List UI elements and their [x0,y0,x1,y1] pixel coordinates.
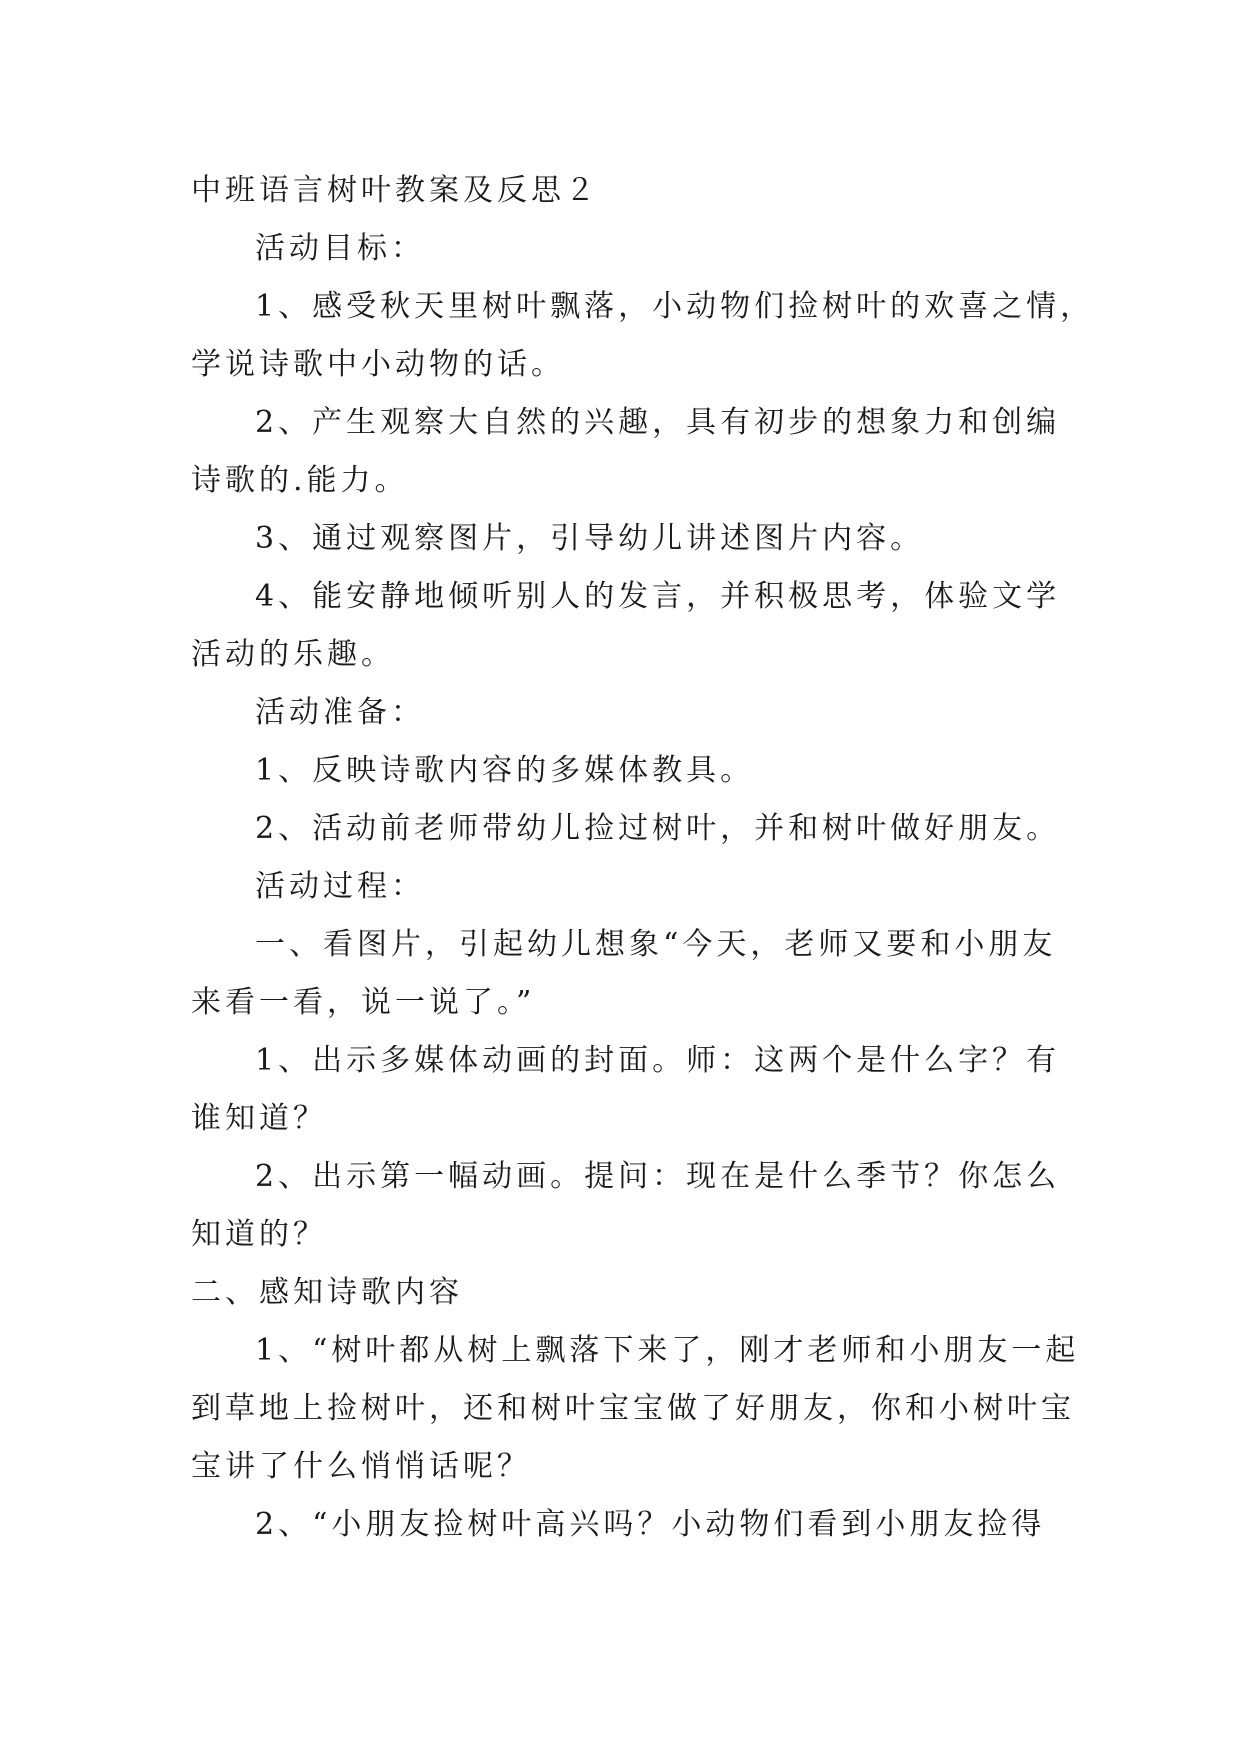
text-line: 1、“树叶都从树上飘落下来了，刚才老师和小朋友一起 [255,1333,1080,1368]
text-line: 1、出示多媒体动画的封面。师：这两个是什么字？有 [255,1043,1061,1078]
text-line: 1、反映诗歌内容的多媒体教具。 [255,753,755,788]
text-line: 活动目标： [255,231,425,266]
text-line: 2、产生观察大自然的兴趣，具有初步的想象力和创编 [255,405,1061,440]
text-line: 2、“小朋友捡树叶高兴吗？小动物们看到小朋友捡得 [255,1507,1046,1542]
text-line: 3、通过观察图片，引导幼儿讲述图片内容。 [255,521,925,556]
text-line: 谁知道？ [191,1101,327,1136]
text-line: 2、活动前老师带幼儿捡过树叶，并和树叶做好朋友。 [255,811,1061,846]
document-body [191,162,1095,1554]
text-line: 到草地上捡树叶，还和树叶宝宝做了好朋友，你和小树叶宝 [191,1391,1075,1426]
text-line: 4、能安静地倾听别人的发言，并积极思考，体验文学 [255,579,1061,614]
text-line: 诗歌的.能力。 [191,463,409,498]
text-line: 1、感受秋天里树叶飘落，小动物们捡树叶的欢喜之情， [255,289,1095,324]
document-title: 中班语言树叶教案及反思２ [191,173,599,208]
text-line: 活动的乐趣。 [191,637,395,672]
text-line: 宝讲了什么悄悄话呢？ [191,1449,531,1484]
text-line: 学说诗歌中小动物的话。 [191,347,565,382]
text-line: 知道的？ [191,1217,327,1252]
paragraph-list [191,220,1095,1554]
text-line: 活动准备： [255,695,425,730]
text-line: 活动过程： [255,869,425,904]
text-line: 2、出示第一幅动画。提问：现在是什么季节？你怎么 [255,1159,1061,1194]
text-line: 二、感知诗歌内容 [191,1275,463,1310]
text-line: 来看一看，说一说了。” [191,985,536,1020]
text-line: 一、看图片，引起幼儿想象“今天，老师又要和小朋友 [255,927,1057,962]
